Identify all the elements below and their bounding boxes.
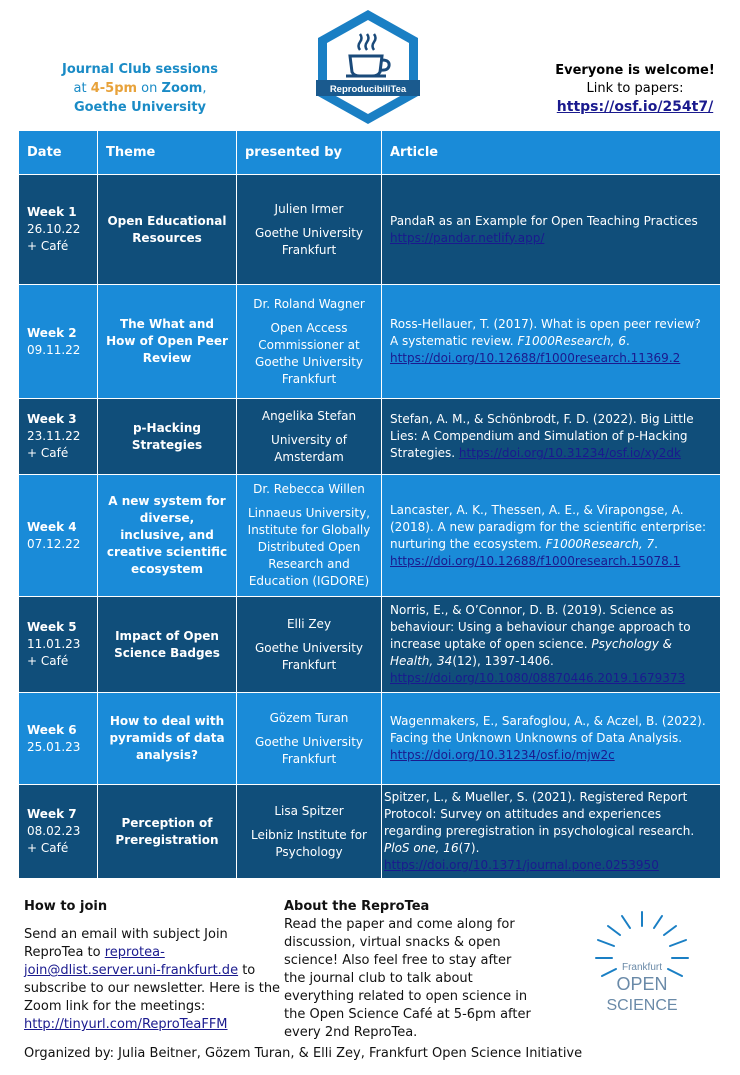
article-tail: (7). (458, 841, 480, 855)
frankfurt-open-science-logo (572, 908, 712, 1018)
article-citation: Stefan, A. M., & Schönbrodt, F. D. (2022). Big Little Lies: A Compendium and Simulation of p-Hacking Strategies. (390, 412, 694, 460)
presenter-cell (237, 785, 382, 879)
week-label: Week 2 (27, 325, 77, 340)
fosi-line3: SCIENCE (606, 997, 678, 1014)
week-cafe: + Café (27, 654, 69, 668)
week-date: 11.01.23 (27, 637, 81, 651)
col-header-theme: Theme (98, 131, 237, 175)
session-title: Journal Club sessions (62, 62, 218, 77)
link-label: Link to papers: (586, 81, 684, 96)
article-journal: F1000Research, 6 (517, 334, 626, 348)
article-journal: PloS one, 16 (384, 841, 459, 855)
table-row (19, 693, 721, 785)
presenter-name: Gözem Turan (269, 710, 349, 725)
about-title: About the ReproTea (284, 899, 430, 914)
session-zoom: Zoom (161, 81, 203, 96)
article-tail: (12), 1397-1406. (452, 654, 554, 668)
article-cell (382, 285, 721, 399)
article-cell (382, 175, 721, 285)
article-cell (382, 399, 721, 475)
presenter-cell (237, 399, 382, 475)
week-date: 09.11.22 (27, 342, 81, 357)
article-cell (382, 475, 721, 597)
article-link[interactable]: https://pandar.netlify.app/ (390, 230, 545, 245)
article-citation: Norris, E., & O’Connor, D. B. (2019). Science as behaviour: Using a behaviour change approach to increase uptake of open science. (390, 603, 691, 651)
theme-cell: Open Educational Resources (98, 175, 237, 285)
presenter-affiliation: Open Access Commissioner at Goethe University Frankfurt (254, 320, 364, 386)
article-link[interactable]: https://doi.org/10.1080/08870446.2019.1679373 (390, 671, 686, 685)
week-label: Week 7 (27, 807, 77, 821)
presenter-cell (237, 597, 382, 693)
presenter-name: Dr. Rebecca Willen (253, 482, 365, 496)
presenter-cell (237, 285, 382, 399)
article-citation: Wagenmakers, E., Sarafoglou, A., & Aczel, B. (2022). Facing the Unknown Unknowns of Data Analysis. (390, 714, 706, 745)
papers-link[interactable]: https://osf.io/254t7/ (556, 99, 714, 115)
article-citation: Spitzer, L., & Mueller, S. (2021). Registered Report Protocol: Survey on attitudes and experiences regarding preregistration in psychological research. (384, 790, 695, 838)
about-section (284, 898, 534, 1042)
week-date: 26.10.22 (27, 222, 81, 236)
presenter-affiliation: Goethe University Frankfurt (254, 640, 364, 672)
table-row (19, 597, 721, 693)
presenter-cell (237, 693, 382, 785)
week-label: Week 6 (27, 722, 77, 737)
week-date: 25.01.23 (27, 739, 81, 754)
session-info (40, 60, 240, 117)
week-cell (19, 693, 98, 785)
week-date: 23.11.22 (27, 429, 81, 443)
article-link[interactable]: https://doi.org/10.31234/osf.io/xy2dk (458, 446, 681, 460)
article-tail: . (626, 334, 630, 348)
presenter-name: Angelika Stefan (261, 408, 357, 423)
article-link[interactable]: https://doi.org/10.12688/f1000research.11369.2 (390, 351, 681, 365)
presenter-name: Lisa Spitzer (274, 803, 344, 818)
organized-by: Organized by: Julia Beitner, Gözem Turan, & Elli Zey, Frankfurt Open Science Initiative (24, 1046, 583, 1061)
join-email-link[interactable]: reprotea-join@dlist.server.uni-frankfurt.de (24, 945, 239, 978)
week-label: Week 3 (27, 412, 77, 426)
col-header-presenter: presented by (237, 131, 382, 175)
article-citation: Lancaster, A. K., Thessen, A. E., & Virapongse, A. (2018). A new paradigm for the scientific enterprise: nurturing the ecosystem. (390, 502, 707, 551)
how-to-join-section (24, 898, 286, 1034)
presenter-affiliation: Leibniz Institute for Psychology (250, 827, 367, 859)
theme-cell: Impact of Open Science Badges (98, 597, 237, 693)
week-cafe: + Café (27, 841, 69, 855)
session-on: on (137, 81, 162, 96)
schedule-table (18, 130, 721, 879)
presenter-name: Elli Zey (286, 616, 332, 631)
theme-cell: p-Hacking Strategies (98, 399, 237, 475)
week-cell (19, 399, 98, 475)
welcome-text: Everyone is welcome! (555, 63, 715, 78)
article-link[interactable]: https://doi.org/10.31234/osf.io/mjw2c (390, 748, 615, 762)
join-text-part2: to subscribe to our newsletter. Here is the Zoom link for the meetings: (24, 963, 281, 1014)
article-citation: Ross-Hellauer, T. (2017). What is open peer review? A systematic review. (390, 317, 701, 348)
how-to-join-text (24, 926, 286, 1034)
welcome-box (540, 62, 730, 117)
week-label: Week 5 (27, 620, 77, 634)
how-to-join-title: How to join (24, 899, 108, 914)
week-date: 07.12.22 (27, 536, 81, 551)
table-row (19, 399, 721, 475)
week-cell (19, 285, 98, 399)
session-comma: , (202, 81, 207, 96)
presenter-name: Dr. Roland Wagner (253, 296, 365, 311)
week-label: Week 1 (27, 205, 77, 219)
article-journal: Psychology & Health, 34 (390, 637, 673, 668)
session-time: 4-5pm (90, 81, 138, 96)
presenter-cell (237, 475, 382, 597)
fosi-line2: OPEN (616, 974, 668, 994)
article-link[interactable]: https://doi.org/10.1371/journal.pone.0253950 (384, 858, 659, 872)
presenter-affiliation: Goethe University Frankfurt (254, 225, 364, 257)
about-text: Read the paper and come along for discussion, virtual snacks & open science! Also feel free to stay after the journal club to talk about everything related to open science in the Open Science Café at 5-6pm after every 2nd ReproTea. (284, 917, 531, 1040)
presenter-affiliation: Goethe University Frankfurt (254, 734, 364, 766)
week-cafe: + Café (27, 239, 69, 253)
zoom-link[interactable]: http://tinyurl.com/ReproTeaFFM (24, 1017, 228, 1032)
week-cell (19, 785, 98, 879)
week-cell (19, 597, 98, 693)
table-header-row (19, 131, 721, 175)
article-cell (382, 785, 721, 879)
col-header-article: Article (382, 131, 721, 175)
theme-cell: How to deal with pyramids of data analysis? (98, 693, 237, 785)
session-location: Goethe University (73, 100, 207, 115)
week-label: Week 4 (27, 519, 77, 534)
table-row (19, 785, 721, 879)
reproducibilitea-logo (314, 8, 422, 126)
logo-text: ReproducibiliTea (329, 84, 407, 95)
theme-cell: The What and How of Open Peer Review (98, 285, 237, 399)
table-row (19, 175, 721, 285)
article-cell (382, 597, 721, 693)
fosi-line1: Frankfurt (621, 962, 663, 973)
presenter-affiliation: Linnaeus University, Institute for Globally Distributed Open Research and Education (IGDORE) (247, 506, 371, 588)
week-date: 08.02.23 (27, 824, 81, 838)
presenter-affiliation: University of Amsterdam (271, 432, 347, 464)
presenter-cell (237, 175, 382, 285)
col-header-date: Date (19, 131, 98, 175)
article-tail: . (654, 536, 658, 551)
article-link[interactable]: https://doi.org/10.12688/f1000research.15078.1 (390, 553, 681, 568)
page-header (0, 0, 740, 130)
theme-cell: Perception of Preregistration (98, 785, 237, 879)
session-at: at (73, 81, 91, 96)
week-cafe: + Café (27, 446, 69, 460)
table-row (19, 285, 721, 399)
article-citation: PandaR as an Example for Open Teaching Practices (390, 213, 698, 228)
week-cell (19, 475, 98, 597)
article-journal: F1000Research, 7 (545, 536, 655, 551)
table-row (19, 475, 721, 597)
article-cell (382, 693, 721, 785)
presenter-name: Julien Irmer (274, 201, 344, 216)
theme-cell: A new system for diverse, inclusive, and creative scientific ecosystem (98, 475, 237, 597)
join-text-part1: Send an email with subject Join ReproTea to (24, 927, 228, 960)
week-cell (19, 175, 98, 285)
